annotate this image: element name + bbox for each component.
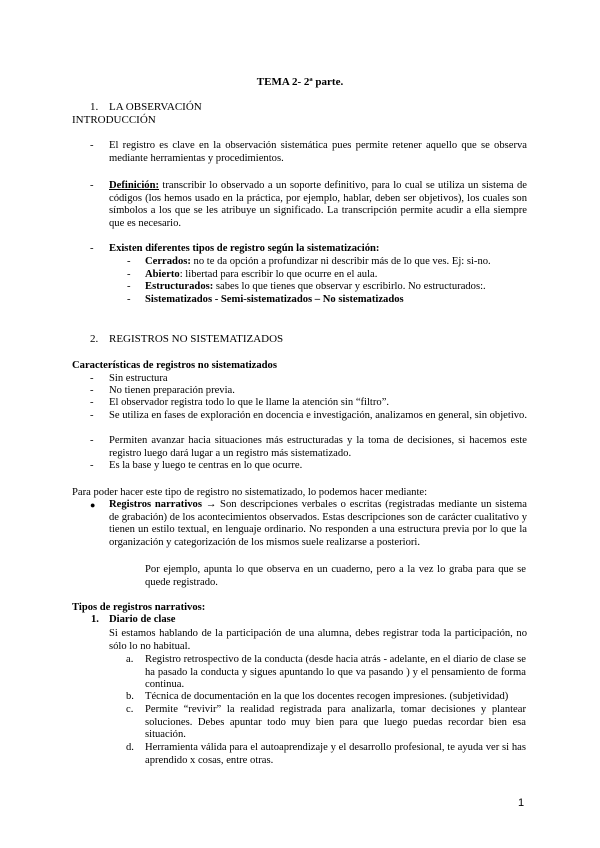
type-item	[145, 256, 525, 269]
page-number: 1	[518, 797, 525, 809]
arrow-icon: →	[201, 499, 221, 510]
definicion-lead: Definición:	[109, 180, 160, 191]
type-lead: Sistematizados - Semi-sistematizados – No sistematizados	[145, 294, 404, 305]
diario-item: Registro retrospectivo de la conducta (desde hacia atrás - adelante, en el diario de clase se ha pasado la conducta y sigues apuntando lo que va pasando ) y el pensamiento de forma continua.	[145, 654, 526, 691]
caracteristicas-title: Características de registros no sistematizados	[72, 360, 277, 371]
dash-bullet: -	[127, 269, 131, 280]
example-paragraph: Por ejemplo, apunta lo que observa en un cuaderno, pero a la vez lo graba para que se quede registrado.	[145, 564, 526, 588]
caract-item: Se utiliza en fases de exploración en docencia e investigación, analizamos en general, sin objetivo.	[109, 410, 528, 421]
dash-bullet: -	[127, 256, 131, 267]
page-title: TEMA 2- 2ª parte.	[256, 76, 344, 88]
type-lead: Estructurados:	[145, 281, 214, 292]
type-text: sabes lo que tienes que observar y escribirlo. No estructurados:.	[213, 281, 486, 292]
dash-bullet: -	[90, 373, 94, 384]
bullet-dot-icon: ●	[90, 500, 96, 510]
type-text: no te da opción a profundizar ni describir más de lo que ves. Ej: si-no.	[190, 256, 491, 267]
type-item	[145, 269, 525, 282]
dash-bullet: -	[90, 243, 94, 254]
type-lead: Abierto	[145, 269, 180, 280]
type-item	[145, 281, 525, 294]
para-intro: Para poder hacer este tipo de registro no sistematizado, lo podemos hacer mediante:	[72, 487, 428, 498]
diario-item: Técnica de documentación en la que los docentes recogen impresiones. (subjetividad)	[145, 691, 509, 702]
diario-text: Si estamos hablando de la participación de una alumna, debes registrar toda la participación, no sólo lo no habitual.	[109, 628, 527, 652]
section-2-heading: REGISTROS NO SISTEMATIZADOS	[109, 333, 284, 345]
item-letter: d.	[126, 742, 134, 753]
registros-narrativos-text: Son descripciones verbales o escritas (registradas mediante un sistema de grabación) de los acontecimientos observados. Estas descripciones son de carácter cualitativo y tienen un estilo textual, en lenguaje ordinario. No responden a una estructura previa por lo que la organización y categorización de los mismos suele realizarse a posteriori.	[109, 499, 528, 548]
diario-number: 1.	[91, 614, 99, 625]
dash-bullet: -	[90, 397, 94, 408]
section-2-number: 2.	[90, 333, 99, 345]
caract-item: El observador registra todo lo que le llame la atención sin “filtro”.	[109, 397, 390, 408]
diario-item: Permite “revivir” la realidad registrada para analizarla, tomar decisiones y plantear soluciones. Debes apuntar todo muy bien para que luego puedas recordar bien esa situación.	[145, 704, 526, 741]
dash-bullet: -	[90, 460, 94, 471]
tipos-registro-lead: Existen diferentes tipos de registro según la sistematización:	[109, 243, 380, 254]
type-text: : libertad para escribir lo que ocurre en el aula.	[179, 269, 378, 280]
paragraph-registro: El registro es clave en la observación sistemática pues permite retener aquello que se observa mediante herramientas y procedimientos.	[109, 140, 527, 164]
diario-item: Herramienta válida para el autoaprendizaje y el desarrollo profesional, te ayuda ver si has aprendido x cosas, entre otras.	[145, 742, 526, 766]
caract-item: Sin estructura	[109, 373, 168, 384]
caract-item: Es la base y luego te centras en lo que ocurre.	[109, 460, 303, 471]
type-item	[145, 294, 525, 307]
item-letter: b.	[126, 691, 134, 702]
dash-bullet: -	[90, 180, 94, 191]
dash-bullet: -	[90, 435, 94, 446]
section-1-number: 1.	[90, 101, 99, 113]
section-1-heading: LA OBSERVACIÓN	[109, 101, 202, 113]
dash-bullet: -	[127, 281, 131, 292]
item-letter: c.	[126, 704, 134, 715]
diario-title: Diario de clase	[109, 614, 176, 625]
registros-narrativos-lead: Registros narrativos	[109, 499, 202, 510]
paragraph-definicion	[109, 180, 527, 230]
registros-narrativos-paragraph	[109, 499, 527, 549]
dash-bullet: -	[127, 294, 131, 305]
section-1-intro: INTRODUCCIÓN	[72, 114, 156, 126]
item-letter: a.	[126, 654, 134, 665]
caract-item: Permiten avanzar hacia situaciones más estructuradas y la toma de decisiones, si hacemos este registro luego dará lugar a un registro más sistematizado.	[109, 435, 527, 459]
paragraph-tipos-registro	[109, 243, 527, 256]
type-lead: Cerrados:	[145, 256, 191, 267]
tipos-title: Tipos de registros narrativos:	[72, 602, 206, 613]
definicion-text: transcribir lo observado a un soporte definitivo, para lo cual se utiliza un sistema de códigos (los hemos usado en la práctica, por ejemplo, hablar, deben ser objetivos), los cuales son símbolos a los que se les atribuye un significado. La transcripción permite acudir a ella siempre que es necesario.	[109, 180, 527, 229]
dash-bullet: -	[90, 140, 94, 151]
dash-bullet: -	[90, 410, 94, 421]
caract-item: No tienen preparación previa.	[109, 385, 235, 396]
dash-bullet: -	[90, 385, 94, 396]
